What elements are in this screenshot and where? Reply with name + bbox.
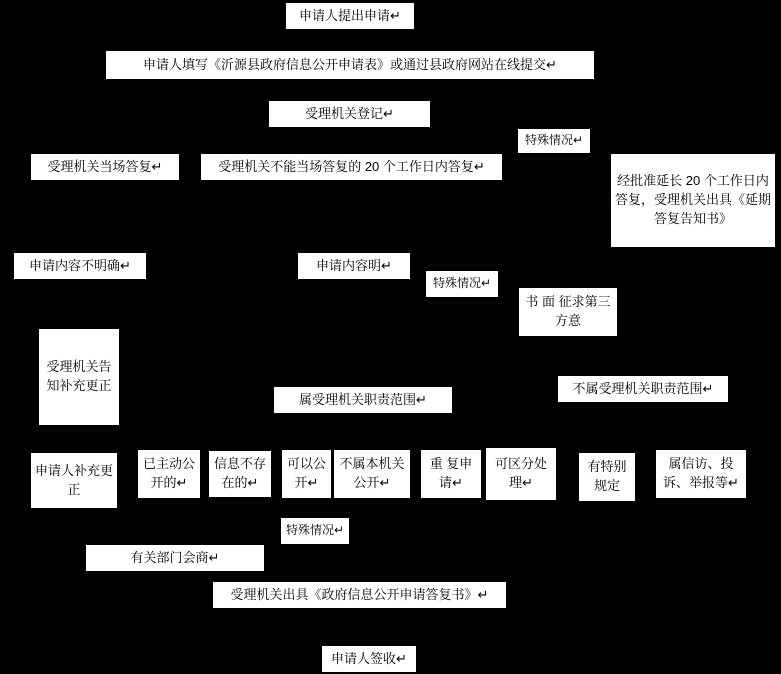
flow-node: 受理机关登记↵ <box>268 100 431 128</box>
flow-node: 已主动公开的↵ <box>137 449 201 499</box>
flow-node: 重 复申请↵ <box>420 449 482 499</box>
flow-node: 受理机关当场答复↵ <box>30 153 180 181</box>
flow-node: 受理机关出具《政府信息公开申请答复书》↵ <box>212 581 507 609</box>
flow-node: 受理机关告知补充更正 <box>38 328 120 426</box>
flow-node: 特殊情况↵ <box>517 128 591 154</box>
flow-node: 申请人填写《沂源县政府信息公开申请表》或通过县政府网站在线提交↵ <box>105 50 595 80</box>
flow-node: 不属受理机关职责范围↵ <box>557 375 729 403</box>
flow-node: 特殊情况↵ <box>280 517 350 545</box>
flow-node: 属受理机关职责范围↵ <box>273 386 453 414</box>
flow-node: 有关部门会商↵ <box>85 544 265 572</box>
flow-node: 申请人补充更正 <box>30 452 118 509</box>
flow-node: 特殊情况↵ <box>425 270 499 298</box>
flow-node: 经批准延长 20 个工作日内答复，受理机关出具《延期答复告知书》 <box>610 153 776 248</box>
flow-node: 不属本机关公开↵ <box>333 449 411 499</box>
flow-node: 申请内容不明确↵ <box>13 252 147 280</box>
flow-node: 属信访、投诉、举报等↵ <box>655 449 747 499</box>
flow-node: 信息不存在的↵ <box>208 450 272 498</box>
flow-node: 可区分处理↵ <box>485 447 557 501</box>
flow-node: 申请人提出申请↵ <box>285 2 415 30</box>
flow-node: 可以公开↵ <box>281 449 332 499</box>
flow-node: 书 面 征求第三方意 <box>518 287 618 337</box>
flow-node: 有特别规定 <box>578 452 636 502</box>
flow-node: 受理机关不能当场答复的 20 个工作日内答复↵ <box>200 153 503 181</box>
flow-node: 申请人签收↵ <box>321 645 417 673</box>
flow-node: 申请内容明↵ <box>297 252 411 280</box>
